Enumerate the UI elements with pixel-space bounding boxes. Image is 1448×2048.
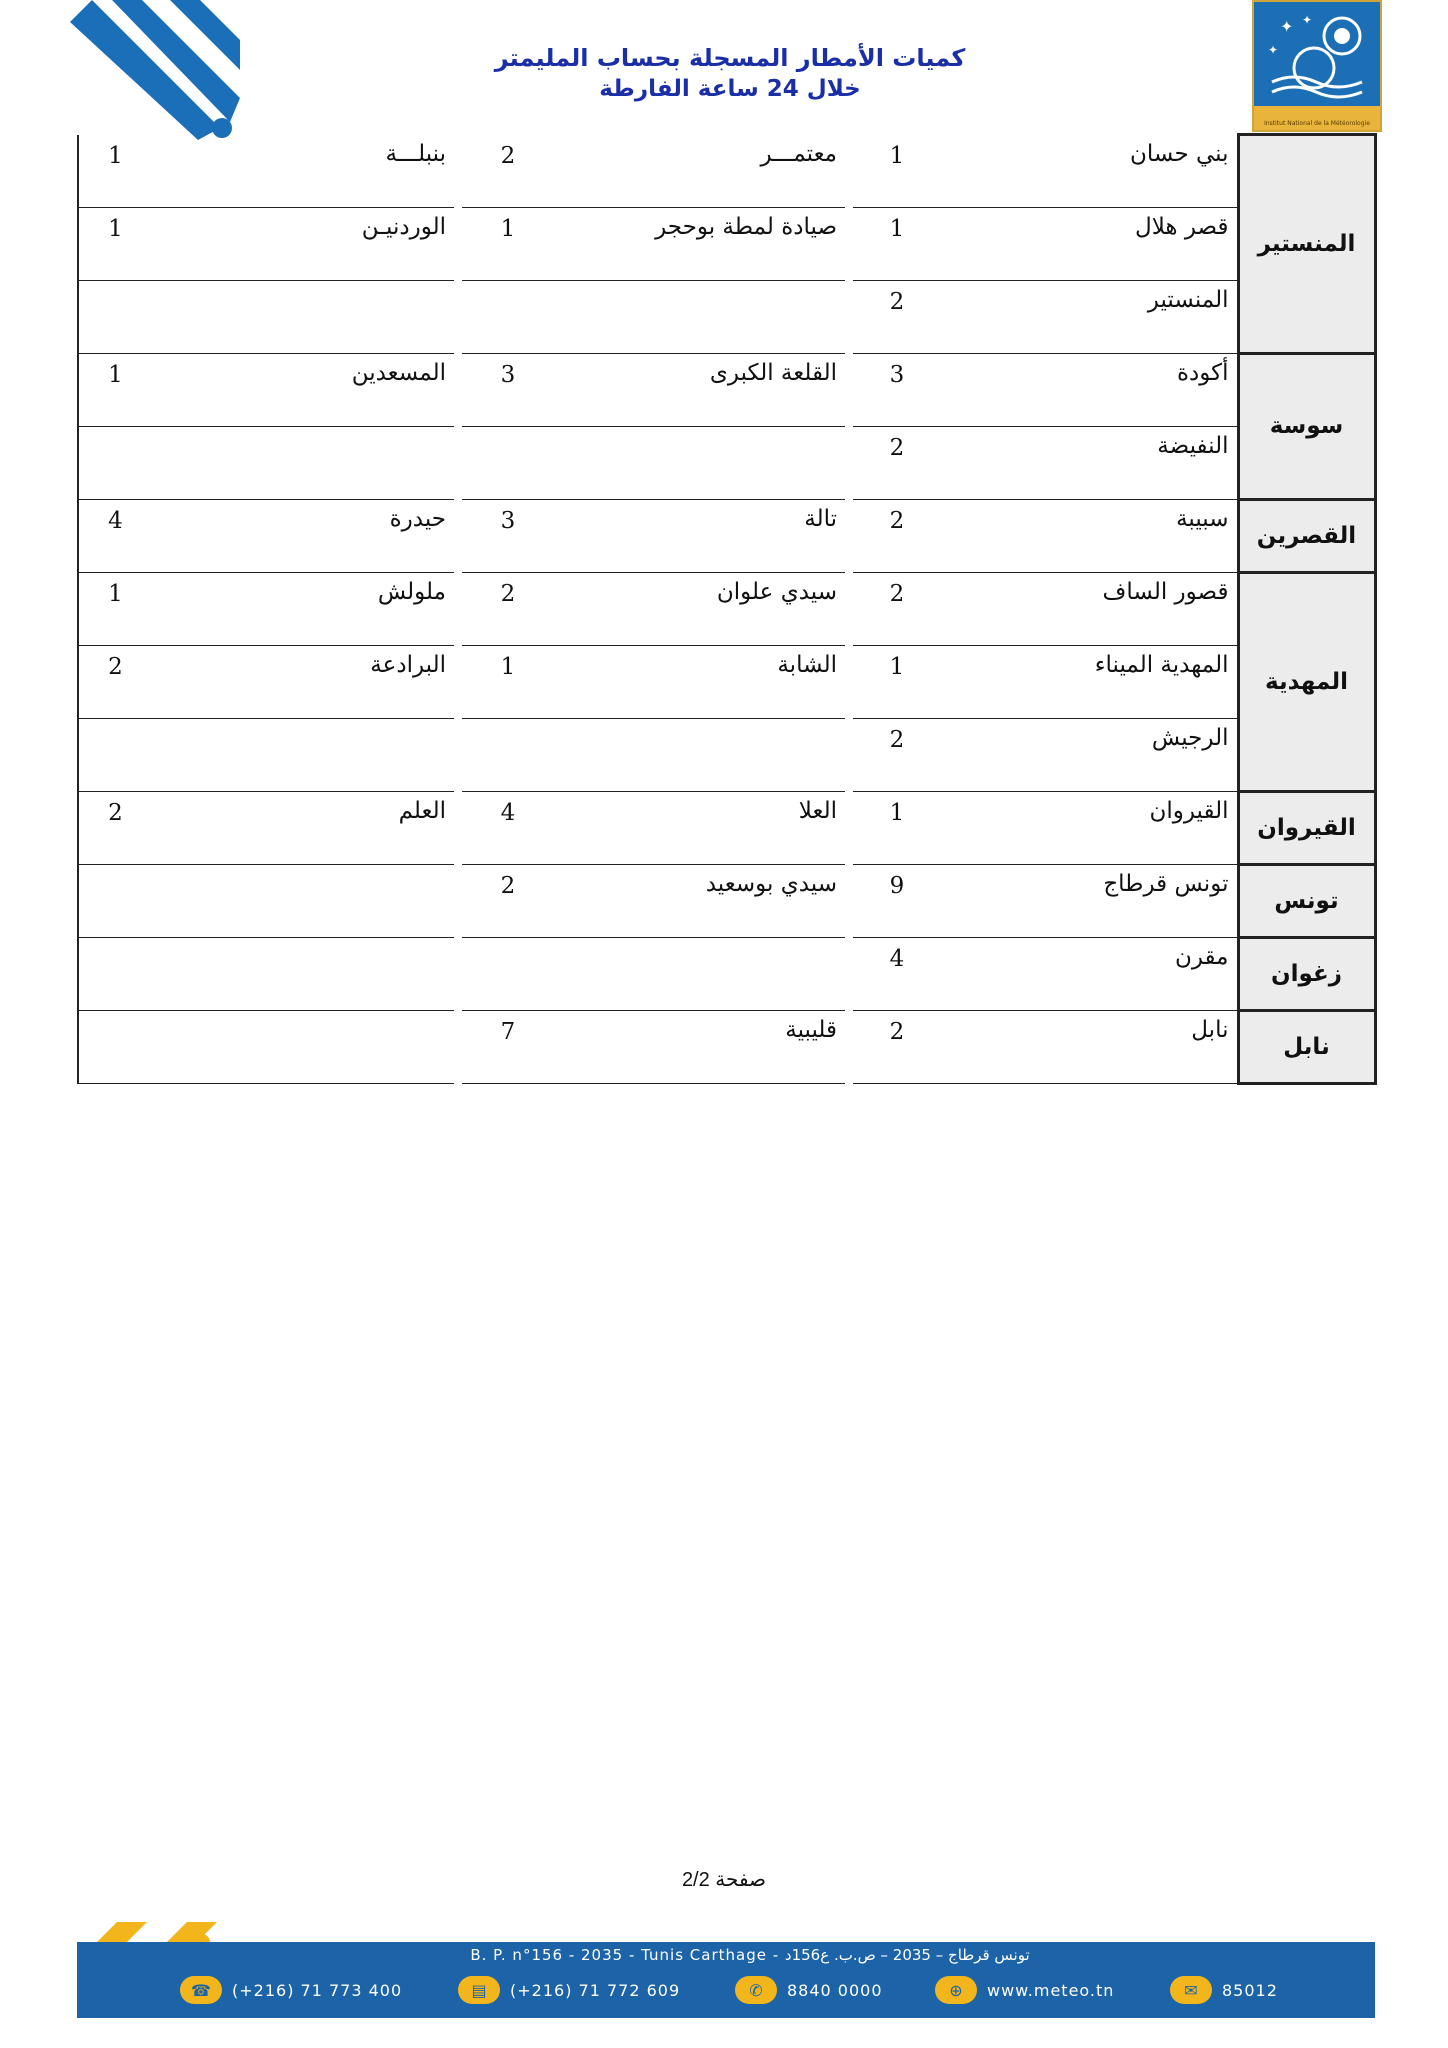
station-name: العلم (152, 791, 458, 864)
table-row (78, 645, 1375, 718)
page-subtitle: خلال 24 ساعة الفارطة (599, 76, 861, 102)
page-title: كميات الأمطار المسجلة بحساب المليمتر (494, 44, 966, 72)
station-name: معتمـــر (554, 135, 849, 208)
rainfall-value: 1 (849, 791, 941, 864)
rainfall-value: 2 (458, 864, 554, 937)
table-row (78, 353, 1375, 426)
table-row (78, 718, 1375, 791)
table-row (78, 937, 1375, 1010)
footer-fax (458, 1975, 680, 2005)
station-name: تالة (554, 499, 849, 572)
station-name: صيادة لمطة بوحجر (554, 207, 849, 280)
footer-phone (180, 1975, 402, 2005)
station-name (554, 426, 849, 499)
station-name: المنستير (941, 280, 1238, 353)
rainfall-value: 2 (849, 426, 941, 499)
governorate-cell: القيروان (1238, 791, 1375, 864)
rainfall-value: 2 (849, 1010, 941, 1083)
station-name: القلعة الكبرى (554, 353, 849, 426)
rainfall-value: 7 (458, 1010, 554, 1083)
rainfall-value (78, 280, 152, 353)
globe-icon: ⊕ (935, 1976, 977, 2004)
station-name (152, 280, 458, 353)
station-name: النفيضة (941, 426, 1238, 499)
station-name (152, 937, 458, 1010)
table-row (78, 864, 1375, 937)
rainfall-value: 1 (78, 135, 152, 208)
station-name: مقرن (941, 937, 1238, 1010)
station-name: سبيبة (941, 499, 1238, 572)
hotline-icon: ✆ (735, 1976, 777, 2004)
station-name: سيدي علوان (554, 572, 849, 645)
table-row (78, 426, 1375, 499)
rainfall-value: 2 (78, 645, 152, 718)
svg-text:✦: ✦ (1302, 13, 1313, 27)
station-name: قصر هلال (941, 207, 1238, 280)
rainfall-value (78, 864, 152, 937)
rainfall-value: 1 (78, 207, 152, 280)
station-name: قليبية (554, 1010, 849, 1083)
rainfall-value: 4 (458, 791, 554, 864)
table-row (78, 572, 1375, 645)
governorate-cell: سوسة (1238, 353, 1375, 499)
rainfall-value: 2 (849, 718, 941, 791)
station-name: نابل (941, 1010, 1238, 1083)
rainfall-value: 2 (458, 135, 554, 208)
station-name (152, 1010, 458, 1083)
rainfall-value: 1 (458, 207, 554, 280)
station-name: الرجيش (941, 718, 1238, 791)
station-name: المسعدين (152, 353, 458, 426)
rainfall-value: 2 (849, 572, 941, 645)
table-row (78, 791, 1375, 864)
svg-text:✦: ✦ (1280, 17, 1294, 36)
rainfall-value: 4 (78, 499, 152, 572)
table-row (78, 1010, 1375, 1083)
rainfall-value: 1 (78, 572, 152, 645)
station-name (554, 280, 849, 353)
rainfall-value: 1 (849, 645, 941, 718)
station-name (152, 864, 458, 937)
station-name: بنبلـــة (152, 135, 458, 208)
rainfall-value: 3 (458, 499, 554, 572)
sms-text: 85012 (1222, 1980, 1278, 2000)
rainfall-value: 1 (78, 353, 152, 426)
rainfall-value: 4 (849, 937, 941, 1010)
sms-icon: ✉ (1170, 1976, 1212, 2004)
rainfall-table (77, 133, 1377, 1085)
station-name: القيروان (941, 791, 1238, 864)
rainfall-value: 1 (849, 135, 941, 208)
station-name: حيدرة (152, 499, 458, 572)
page-number: صفحة 2/2 (681, 1869, 767, 1891)
rainfall-value: 3 (458, 353, 554, 426)
table-row (78, 207, 1375, 280)
rainfall-value: 2 (849, 280, 941, 353)
station-name (554, 718, 849, 791)
governorate-cell: نابل (1238, 1010, 1375, 1083)
station-name: الشابة (554, 645, 849, 718)
station-name: سيدي بوسعيد (554, 864, 849, 937)
rainfall-value (458, 937, 554, 1010)
station-name: العلا (554, 791, 849, 864)
station-name (152, 426, 458, 499)
rainfall-value: 3 (849, 353, 941, 426)
rainfall-value (78, 1010, 152, 1083)
station-name: ملولش (152, 572, 458, 645)
rainfall-value (458, 718, 554, 791)
governorate-cell: القصرين (1238, 499, 1375, 572)
table-row (78, 499, 1375, 572)
station-name: المهدية الميناء (941, 645, 1238, 718)
fax-icon: ▤ (458, 1976, 500, 2004)
station-name: بني حسان (941, 135, 1238, 208)
footer-website (935, 1975, 1114, 2005)
institute-logo (1252, 0, 1382, 132)
rainfall-value (78, 426, 152, 499)
rainfall-value: 9 (849, 864, 941, 937)
logo-org-name: Institut National de la Météorologie (1264, 120, 1370, 127)
governorate-cell: المنستير (1238, 135, 1375, 354)
station-name (554, 937, 849, 1010)
rainfall-value: 2 (458, 572, 554, 645)
governorate-cell: تونس (1238, 864, 1375, 937)
website-text[interactable]: www.meteo.tn (987, 1980, 1115, 2000)
station-name: الوردنيـن (152, 207, 458, 280)
governorate-cell: المهدية (1238, 572, 1375, 791)
governorate-cell: زغوان (1238, 937, 1375, 1010)
rainfall-value (458, 280, 554, 353)
svg-text:✦: ✦ (1268, 43, 1279, 57)
footer-sms (1170, 1975, 1278, 2005)
rainfall-value (78, 718, 152, 791)
fax-text: (+216) 71 772 609 (510, 1980, 681, 2000)
decorative-stripes (70, 0, 240, 140)
station-name: أكودة (941, 353, 1238, 426)
footer-address: B. P. n°156 - 2035 - Tunis Carthage - تونس قرطاج – 2035 – ص.ب. ع156د (470, 1946, 1030, 1964)
rainfall-value: 1 (458, 645, 554, 718)
rainfall-value (78, 937, 152, 1010)
station-name: قصور الساف (941, 572, 1238, 645)
station-name (152, 718, 458, 791)
phone-text: (+216) 71 773 400 (232, 1980, 403, 2000)
footer-hotline (735, 1975, 883, 2005)
station-name: البرادعة (152, 645, 458, 718)
phone-icon: ☎ (180, 1976, 222, 2004)
table-row (78, 280, 1375, 353)
rainfall-value (458, 426, 554, 499)
rainfall-value: 1 (849, 207, 941, 280)
logo-emblem-icon (1254, 2, 1380, 102)
hotline-text: 8840 0000 (787, 1980, 883, 2000)
rainfall-value: 2 (78, 791, 152, 864)
table-row (78, 135, 1375, 208)
station-name: تونس قرطاج (941, 864, 1238, 937)
rainfall-value: 2 (849, 499, 941, 572)
